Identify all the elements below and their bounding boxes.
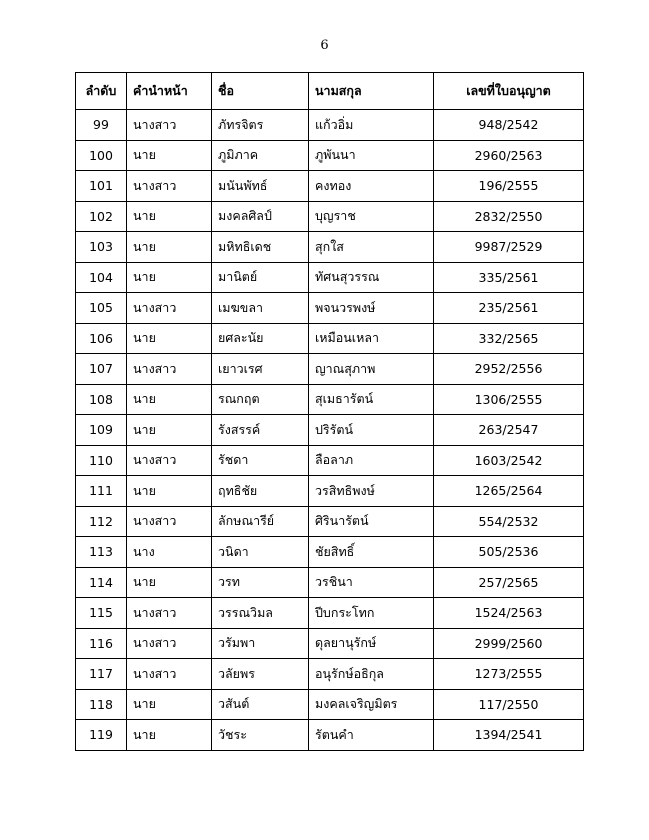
table-row bbox=[76, 537, 584, 568]
table-row bbox=[76, 598, 584, 629]
cell-prefix: นาย bbox=[127, 476, 212, 507]
cell-license: 1603/2542 bbox=[434, 445, 584, 476]
cell-prefix: นางสาว bbox=[127, 293, 212, 324]
cell-order: 107 bbox=[76, 354, 127, 385]
cell-order: 111 bbox=[76, 476, 127, 507]
cell-first-name: เมฆขลา bbox=[212, 293, 309, 324]
cell-order: 106 bbox=[76, 323, 127, 354]
cell-license: 9987/2529 bbox=[434, 232, 584, 263]
cell-last-name: ปริรัตน์ bbox=[309, 415, 434, 446]
cell-prefix: นาย bbox=[127, 689, 212, 720]
cell-last-name: บุญราช bbox=[309, 201, 434, 232]
table-row bbox=[76, 323, 584, 354]
cell-order: 103 bbox=[76, 232, 127, 263]
cell-license: 263/2547 bbox=[434, 415, 584, 446]
cell-order: 116 bbox=[76, 628, 127, 659]
cell-first-name: เยาวเรศ bbox=[212, 354, 309, 385]
cell-license: 335/2561 bbox=[434, 262, 584, 293]
table-row bbox=[76, 415, 584, 446]
cell-first-name: มนันพัทธ์ bbox=[212, 171, 309, 202]
table-row bbox=[76, 293, 584, 324]
cell-prefix: นางสาว bbox=[127, 110, 212, 141]
table-header-row bbox=[76, 73, 584, 110]
cell-last-name: มงคลเจริญมิตร bbox=[309, 689, 434, 720]
cell-order: 100 bbox=[76, 140, 127, 171]
cell-first-name: มหิทธิเดช bbox=[212, 232, 309, 263]
cell-first-name: วรท bbox=[212, 567, 309, 598]
cell-license: 2832/2550 bbox=[434, 201, 584, 232]
cell-prefix: นางสาว bbox=[127, 354, 212, 385]
table-row bbox=[76, 628, 584, 659]
table-body bbox=[76, 110, 584, 751]
cell-order: 105 bbox=[76, 293, 127, 324]
table-row bbox=[76, 659, 584, 690]
cell-first-name: รณกฤต bbox=[212, 384, 309, 415]
table-row bbox=[76, 476, 584, 507]
header-last-name: นามสกุล bbox=[309, 73, 434, 110]
cell-license: 235/2561 bbox=[434, 293, 584, 324]
cell-license: 257/2565 bbox=[434, 567, 584, 598]
cell-first-name: วรัมพา bbox=[212, 628, 309, 659]
header-license: เลขที่ใบอนุญาต bbox=[434, 73, 584, 110]
cell-license: 2999/2560 bbox=[434, 628, 584, 659]
cell-order: 110 bbox=[76, 445, 127, 476]
table-row bbox=[76, 201, 584, 232]
cell-prefix: นางสาว bbox=[127, 171, 212, 202]
cell-last-name: ปีบกระโทก bbox=[309, 598, 434, 629]
cell-order: 109 bbox=[76, 415, 127, 446]
cell-license: 1306/2555 bbox=[434, 384, 584, 415]
cell-license: 948/2542 bbox=[434, 110, 584, 141]
cell-license: 1273/2555 bbox=[434, 659, 584, 690]
cell-order: 101 bbox=[76, 171, 127, 202]
table-row bbox=[76, 720, 584, 751]
cell-last-name: วรชินา bbox=[309, 567, 434, 598]
header-prefix: คำนำหน้า bbox=[127, 73, 212, 110]
cell-last-name: วรสิทธิพงษ์ bbox=[309, 476, 434, 507]
cell-license: 554/2532 bbox=[434, 506, 584, 537]
cell-prefix: นาย bbox=[127, 232, 212, 263]
cell-first-name: ภูมิภาค bbox=[212, 140, 309, 171]
cell-first-name: วรรณวิมล bbox=[212, 598, 309, 629]
cell-last-name: ชัยสิทธิ์ bbox=[309, 537, 434, 568]
cell-prefix: นางสาว bbox=[127, 659, 212, 690]
cell-order: 118 bbox=[76, 689, 127, 720]
cell-last-name: แก้วอิ่ม bbox=[309, 110, 434, 141]
cell-license: 332/2565 bbox=[434, 323, 584, 354]
cell-prefix: นางสาว bbox=[127, 628, 212, 659]
cell-order: 99 bbox=[76, 110, 127, 141]
header-order: ลำดับ bbox=[76, 73, 127, 110]
cell-prefix: นาง bbox=[127, 537, 212, 568]
cell-license: 1524/2563 bbox=[434, 598, 584, 629]
cell-license: 1394/2541 bbox=[434, 720, 584, 751]
table-row bbox=[76, 262, 584, 293]
cell-order: 108 bbox=[76, 384, 127, 415]
cell-prefix: นาย bbox=[127, 201, 212, 232]
cell-last-name: รัตนคำ bbox=[309, 720, 434, 751]
cell-prefix: นางสาว bbox=[127, 506, 212, 537]
cell-license: 117/2550 bbox=[434, 689, 584, 720]
cell-prefix: นาย bbox=[127, 323, 212, 354]
cell-first-name: รังสรรค์ bbox=[212, 415, 309, 446]
table-row bbox=[76, 140, 584, 171]
cell-first-name: วสันต์ bbox=[212, 689, 309, 720]
cell-prefix: นาย bbox=[127, 720, 212, 751]
table-row bbox=[76, 354, 584, 385]
cell-last-name: ทัศนสุวรรณ bbox=[309, 262, 434, 293]
cell-last-name: สุเมธารัตน์ bbox=[309, 384, 434, 415]
cell-license: 1265/2564 bbox=[434, 476, 584, 507]
cell-first-name: ภัทรจิตร bbox=[212, 110, 309, 141]
cell-last-name: อนุรักษ์อธิกุล bbox=[309, 659, 434, 690]
cell-first-name: มานิตย์ bbox=[212, 262, 309, 293]
cell-prefix: นาย bbox=[127, 262, 212, 293]
cell-order: 114 bbox=[76, 567, 127, 598]
cell-prefix: นาย bbox=[127, 415, 212, 446]
cell-last-name: ญาณสุภาพ bbox=[309, 354, 434, 385]
cell-first-name: วนิดา bbox=[212, 537, 309, 568]
cell-prefix: นางสาว bbox=[127, 598, 212, 629]
cell-first-name: รัชดา bbox=[212, 445, 309, 476]
table-row bbox=[76, 171, 584, 202]
page-number: 6 bbox=[320, 38, 329, 53]
cell-license: 505/2536 bbox=[434, 537, 584, 568]
cell-last-name: ดุลยานุรักษ์ bbox=[309, 628, 434, 659]
cell-order: 119 bbox=[76, 720, 127, 751]
license-table bbox=[75, 72, 584, 751]
header-first-name: ชื่อ bbox=[212, 73, 309, 110]
table-row bbox=[76, 232, 584, 263]
cell-last-name: เหมือนเหลา bbox=[309, 323, 434, 354]
cell-first-name: วลัยพร bbox=[212, 659, 309, 690]
table-row bbox=[76, 506, 584, 537]
cell-order: 112 bbox=[76, 506, 127, 537]
table-row bbox=[76, 689, 584, 720]
cell-license: 2960/2563 bbox=[434, 140, 584, 171]
table-row bbox=[76, 110, 584, 141]
cell-last-name: ลือลาภ bbox=[309, 445, 434, 476]
cell-order: 104 bbox=[76, 262, 127, 293]
cell-prefix: นาย bbox=[127, 567, 212, 598]
table-row bbox=[76, 445, 584, 476]
table-row bbox=[76, 384, 584, 415]
cell-last-name: คงทอง bbox=[309, 171, 434, 202]
cell-prefix: นาย bbox=[127, 140, 212, 171]
cell-first-name: มงคลศิลป์ bbox=[212, 201, 309, 232]
cell-order: 102 bbox=[76, 201, 127, 232]
cell-first-name: ยศละนัย bbox=[212, 323, 309, 354]
cell-first-name: ฤทธิชัย bbox=[212, 476, 309, 507]
cell-order: 113 bbox=[76, 537, 127, 568]
cell-first-name: ลักษณารีย์ bbox=[212, 506, 309, 537]
cell-last-name: ศิรินารัตน์ bbox=[309, 506, 434, 537]
table-row bbox=[76, 567, 584, 598]
cell-license: 196/2555 bbox=[434, 171, 584, 202]
cell-first-name: วัชระ bbox=[212, 720, 309, 751]
cell-prefix: นาย bbox=[127, 384, 212, 415]
cell-order: 117 bbox=[76, 659, 127, 690]
cell-last-name: พจนวรพงษ์ bbox=[309, 293, 434, 324]
cell-license: 2952/2556 bbox=[434, 354, 584, 385]
cell-last-name: สุกใส bbox=[309, 232, 434, 263]
cell-order: 115 bbox=[76, 598, 127, 629]
cell-last-name: ภูพันนา bbox=[309, 140, 434, 171]
cell-prefix: นางสาว bbox=[127, 445, 212, 476]
